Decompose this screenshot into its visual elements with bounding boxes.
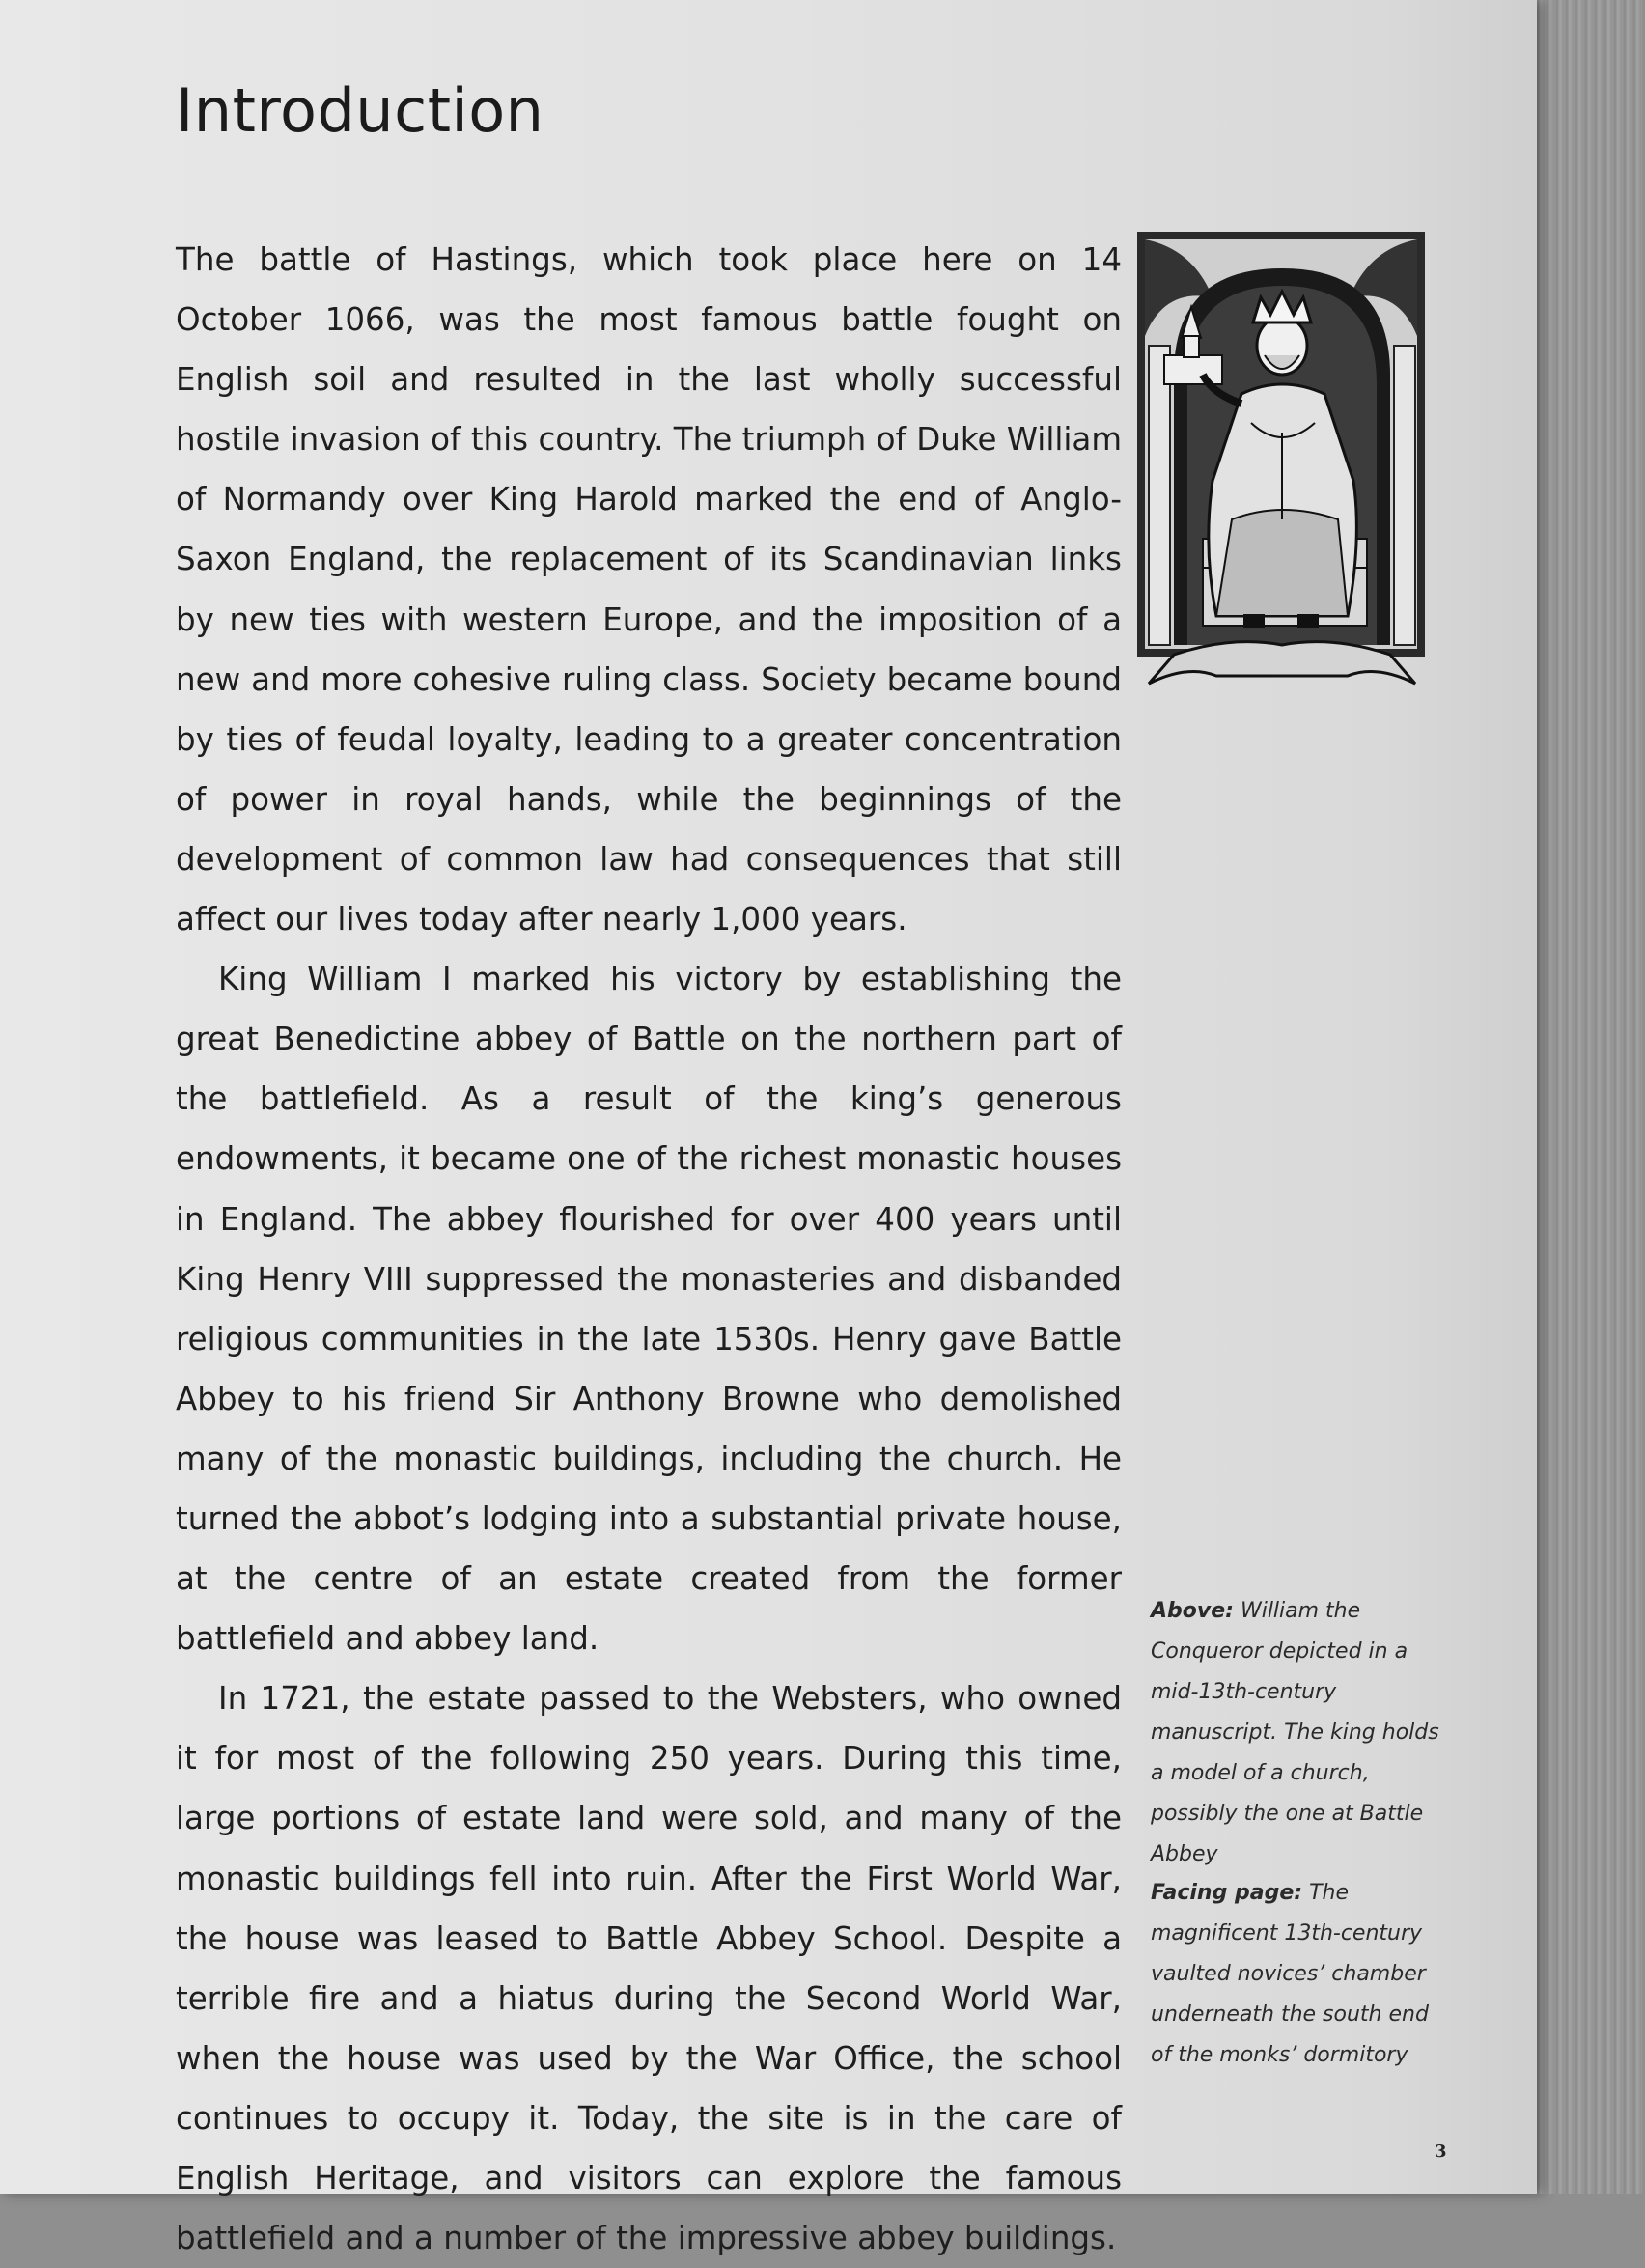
william-the-conqueror-illustration bbox=[1135, 230, 1429, 645]
caption-facing-page-label: Facing page: bbox=[1151, 1881, 1303, 1905]
paragraph-3: In 1721, the estate passed to the Websters, who owned it for most of the following 250 years. During this time, large portions of estate land were sold, and many of the monastic buildings fell into ruin. After the First World War, the house was leased to Battle Abbey School. Despite a terrible fire and a hiatus during the Second World War, when the house was used by the War Office, the school continues to occupy it. Today, the site is in the care of English Heritage, and visitors can explore the famous battlefield and a number of the impressive abbey buildings. bbox=[176, 1680, 1122, 2257]
caption-facing-page-text: The magnificent 13th-century vaulted novices’ chamber underneath the south end of the monks’ dormitory bbox=[1151, 1881, 1429, 2067]
page-number: 3 bbox=[1435, 2142, 1447, 2162]
body-text bbox=[176, 230, 1122, 2268]
caption-above-label: Above: bbox=[1151, 1599, 1234, 1623]
caption-facing-page bbox=[1151, 1873, 1450, 2076]
paragraph-1: The battle of Hastings, which took place here on 14 October 1066, was the most famous battle fought on English soil and resulted in the last wholly successful hostile invasion of this country. The triumph of Duke William of Normandy over King Harold marked the end of Anglo-Saxon England, the replacement of its Scandinavian links by new ties with western Europe, and the imposition of a new and more cohesive ruling class. Society became bound by ties of feudal loyalty, leading to a greater concentration of power in royal hands, while the beginnings of the development of common law had consequences that still affect our lives today after nearly 1,000 years. bbox=[176, 241, 1122, 938]
page-title: Introduction bbox=[176, 75, 544, 146]
caption-above bbox=[1151, 1591, 1450, 1875]
caption-above-text: William the Conqueror depicted in a mid-13th-century manuscript. The king holds a model of a church, possibly the one at Battle Abbey bbox=[1151, 1599, 1439, 1866]
paragraph-2: King William I marked his victory by establishing the great Benedictine abbey of Battle on the northern part of the battlefield. As a result of the king’s generous endowments, it became one of the richest monastic houses in England. The abbey flourished for over 400 years until King Henry VIII suppressed the monasteries and disbanded religious communities in the late 1530s. Henry gave Battle Abbey to his friend Sir Anthony Browne who demolished many of the monastic buildings, including the church. He turned the abbot’s lodging into a substantial private house, at the centre of an estate created from the former battlefield and abbey land. bbox=[176, 961, 1122, 1658]
